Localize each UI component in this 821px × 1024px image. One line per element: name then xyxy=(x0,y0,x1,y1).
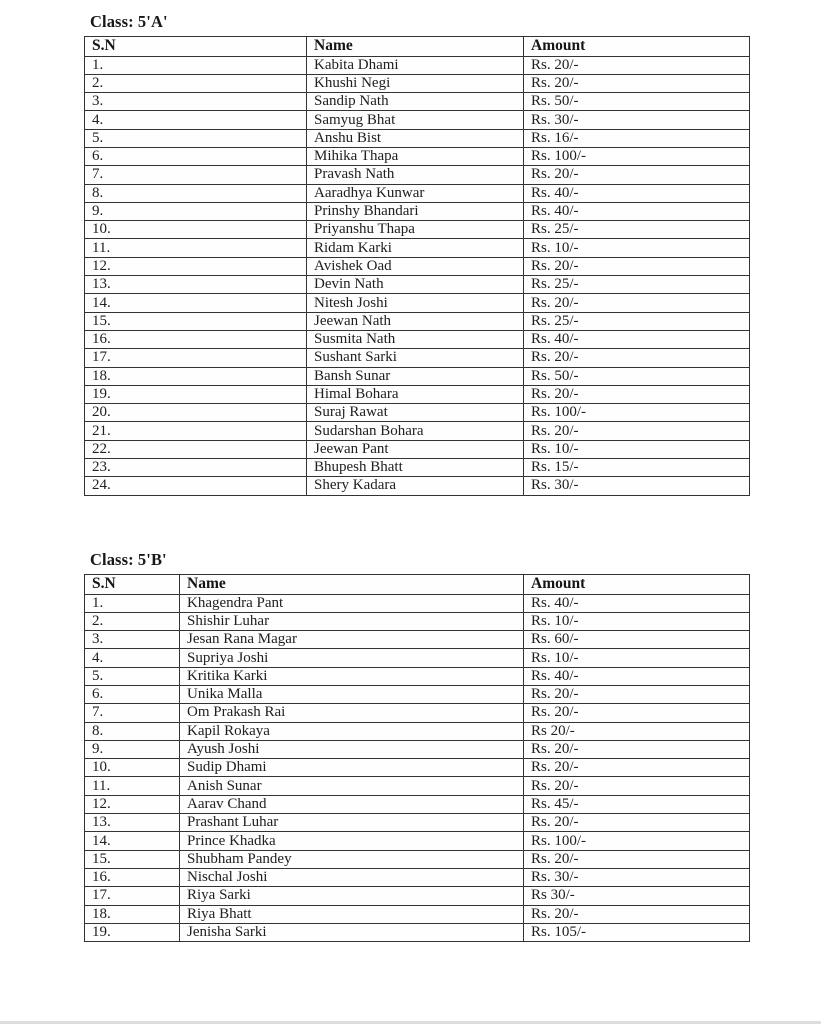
column-header-sn: S.N xyxy=(85,37,307,57)
name-cell: Ridam Karki xyxy=(307,239,524,257)
table-row xyxy=(85,459,750,477)
amount-cell: Rs. 40/- xyxy=(524,594,750,612)
sn-cell: 13. xyxy=(85,814,180,832)
table-row xyxy=(85,239,750,257)
amount-cell: Rs. 20/- xyxy=(524,704,750,722)
sn-cell: 6. xyxy=(85,147,307,165)
amount-cell: Rs. 20/- xyxy=(524,385,750,403)
sn-cell: 9. xyxy=(85,202,307,220)
name-cell: Himal Bohara xyxy=(307,385,524,403)
table-row xyxy=(85,722,750,740)
amount-cell: Rs. 20/- xyxy=(524,777,750,795)
name-cell: Suraj Rawat xyxy=(307,404,524,422)
amount-cell: Rs. 50/- xyxy=(524,93,750,111)
sn-cell: 3. xyxy=(85,631,180,649)
table-row xyxy=(85,905,750,923)
amount-cell: Rs. 20/- xyxy=(524,759,750,777)
amount-cell: Rs. 10/- xyxy=(524,649,750,667)
name-cell: Sushant Sarki xyxy=(307,349,524,367)
sn-cell: 7. xyxy=(85,704,180,722)
amount-cell: Rs. 40/- xyxy=(524,330,750,348)
table-row xyxy=(85,685,750,703)
table-row xyxy=(85,832,750,850)
amount-cell: Rs. 20/- xyxy=(524,257,750,275)
table-row xyxy=(85,202,750,220)
sn-cell: 8. xyxy=(85,184,307,202)
name-cell: Avishek Oad xyxy=(307,257,524,275)
name-cell: Kabita Dhami xyxy=(307,56,524,74)
sn-cell: 14. xyxy=(85,832,180,850)
amount-cell: Rs. 10/- xyxy=(524,440,750,458)
column-header-name: Name xyxy=(307,37,524,57)
table-row xyxy=(85,312,750,330)
sn-cell: 11. xyxy=(85,777,180,795)
name-cell: Ayush Joshi xyxy=(180,740,524,758)
sn-cell: 19. xyxy=(85,385,307,403)
amount-cell: Rs. 20/- xyxy=(524,685,750,703)
amount-cell: Rs 20/- xyxy=(524,722,750,740)
column-header-name: Name xyxy=(180,575,524,595)
name-cell: Supriya Joshi xyxy=(180,649,524,667)
sn-cell: 10. xyxy=(85,221,307,239)
sn-cell: 1. xyxy=(85,594,180,612)
sn-cell: 9. xyxy=(85,740,180,758)
amount-cell: Rs. 20/- xyxy=(524,349,750,367)
amount-cell: Rs. 40/- xyxy=(524,184,750,202)
class-5a-title: Class: 5'A' xyxy=(90,12,168,31)
table-row xyxy=(85,166,750,184)
table-row xyxy=(85,923,750,941)
amount-cell: Rs. 105/- xyxy=(524,923,750,941)
sn-cell: 14. xyxy=(85,294,307,312)
amount-cell: Rs. 30/- xyxy=(524,477,750,495)
sn-cell: 21. xyxy=(85,422,307,440)
table-row xyxy=(85,704,750,722)
name-cell: Nischal Joshi xyxy=(180,868,524,886)
name-cell: Bansh Sunar xyxy=(307,367,524,385)
amount-cell: Rs. 40/- xyxy=(524,202,750,220)
name-cell: Priyanshu Thapa xyxy=(307,221,524,239)
sn-cell: 16. xyxy=(85,330,307,348)
column-header-sn: S.N xyxy=(85,575,180,595)
amount-cell: Rs. 60/- xyxy=(524,631,750,649)
table-row xyxy=(85,422,750,440)
table-row xyxy=(85,612,750,630)
amount-cell: Rs. 16/- xyxy=(524,129,750,147)
table-row xyxy=(85,111,750,129)
amount-cell: Rs. 20/- xyxy=(524,56,750,74)
table-row xyxy=(85,477,750,495)
name-cell: Riya Sarki xyxy=(180,887,524,905)
sn-cell: 2. xyxy=(85,612,180,630)
name-cell: Khagendra Pant xyxy=(180,594,524,612)
name-cell: Devin Nath xyxy=(307,276,524,294)
table-row xyxy=(85,795,750,813)
sn-cell: 18. xyxy=(85,367,307,385)
amount-cell: Rs. 100/- xyxy=(524,404,750,422)
table-row xyxy=(85,56,750,74)
sn-cell: 18. xyxy=(85,905,180,923)
name-cell: Susmita Nath xyxy=(307,330,524,348)
amount-cell: Rs. 30/- xyxy=(524,111,750,129)
amount-cell: Rs. 10/- xyxy=(524,239,750,257)
table-row xyxy=(85,814,750,832)
name-cell: Sudarshan Bohara xyxy=(307,422,524,440)
table-row xyxy=(85,594,750,612)
table-row xyxy=(85,385,750,403)
class-5b-table xyxy=(84,574,750,942)
sn-cell: 10. xyxy=(85,759,180,777)
amount-cell: Rs. 20/- xyxy=(524,850,750,868)
name-cell: Sudip Dhami xyxy=(180,759,524,777)
name-cell: Sandip Nath xyxy=(307,93,524,111)
sn-cell: 15. xyxy=(85,312,307,330)
name-cell: Khushi Negi xyxy=(307,74,524,92)
sn-cell: 7. xyxy=(85,166,307,184)
sn-cell: 2. xyxy=(85,74,307,92)
amount-cell: Rs. 45/- xyxy=(524,795,750,813)
table-row xyxy=(85,74,750,92)
amount-cell: Rs. 20/- xyxy=(524,74,750,92)
amount-cell: Rs. 25/- xyxy=(524,312,750,330)
sn-cell: 16. xyxy=(85,868,180,886)
table-row xyxy=(85,740,750,758)
column-header-amount: Amount xyxy=(524,37,750,57)
amount-cell: Rs. 40/- xyxy=(524,667,750,685)
sn-cell: 17. xyxy=(85,349,307,367)
name-cell: Prince Khadka xyxy=(180,832,524,850)
name-cell: Om Prakash Rai xyxy=(180,704,524,722)
sn-cell: 22. xyxy=(85,440,307,458)
sn-cell: 11. xyxy=(85,239,307,257)
table-row xyxy=(85,850,750,868)
amount-cell: Rs. 50/- xyxy=(524,367,750,385)
name-cell: Anshu Bist xyxy=(307,129,524,147)
table-row xyxy=(85,649,750,667)
table-row xyxy=(85,777,750,795)
name-cell: Prinshy Bhandari xyxy=(307,202,524,220)
name-cell: Anish Sunar xyxy=(180,777,524,795)
table-row xyxy=(85,294,750,312)
header-row xyxy=(85,37,750,57)
amount-cell: Rs. 20/- xyxy=(524,905,750,923)
name-cell: Kapil Rokaya xyxy=(180,722,524,740)
amount-cell: Rs. 10/- xyxy=(524,612,750,630)
sn-cell: 12. xyxy=(85,795,180,813)
amount-cell: Rs. 20/- xyxy=(524,294,750,312)
sn-cell: 3. xyxy=(85,93,307,111)
table-row xyxy=(85,221,750,239)
sn-cell: 6. xyxy=(85,685,180,703)
table-row xyxy=(85,367,750,385)
table-row xyxy=(85,868,750,886)
name-cell: Riya Bhatt xyxy=(180,905,524,923)
amount-cell: Rs. 25/- xyxy=(524,276,750,294)
name-cell: Prashant Luhar xyxy=(180,814,524,832)
table-row xyxy=(85,93,750,111)
sn-cell: 4. xyxy=(85,649,180,667)
table-row xyxy=(85,631,750,649)
sn-cell: 13. xyxy=(85,276,307,294)
amount-cell: Rs. 20/- xyxy=(524,166,750,184)
amount-cell: Rs. 20/- xyxy=(524,814,750,832)
class-5a-table xyxy=(84,36,750,496)
sn-cell: 23. xyxy=(85,459,307,477)
table-row xyxy=(85,330,750,348)
name-cell: Aaradhya Kunwar xyxy=(307,184,524,202)
name-cell: Shishir Luhar xyxy=(180,612,524,630)
class-5a-section xyxy=(84,12,749,496)
sn-cell: 17. xyxy=(85,887,180,905)
name-cell: Mihika Thapa xyxy=(307,147,524,165)
table-row xyxy=(85,759,750,777)
name-cell: Jeewan Pant xyxy=(307,440,524,458)
amount-cell: Rs. 100/- xyxy=(524,832,750,850)
column-header-amount: Amount xyxy=(524,575,750,595)
sn-cell: 5. xyxy=(85,129,307,147)
sn-cell: 24. xyxy=(85,477,307,495)
table-row xyxy=(85,667,750,685)
name-cell: Samyug Bhat xyxy=(307,111,524,129)
table-row xyxy=(85,276,750,294)
name-cell: Jeewan Nath xyxy=(307,312,524,330)
name-cell: Kritika Karki xyxy=(180,667,524,685)
name-cell: Bhupesh Bhatt xyxy=(307,459,524,477)
amount-cell: Rs. 15/- xyxy=(524,459,750,477)
name-cell: Unika Malla xyxy=(180,685,524,703)
sn-cell: 5. xyxy=(85,667,180,685)
table-row xyxy=(85,440,750,458)
sn-cell: 8. xyxy=(85,722,180,740)
amount-cell: Rs. 30/- xyxy=(524,868,750,886)
table-row xyxy=(85,404,750,422)
sn-cell: 4. xyxy=(85,111,307,129)
table-row xyxy=(85,349,750,367)
name-cell: Aarav Chand xyxy=(180,795,524,813)
name-cell: Nitesh Joshi xyxy=(307,294,524,312)
table-row xyxy=(85,147,750,165)
name-cell: Jesan Rana Magar xyxy=(180,631,524,649)
amount-cell: Rs. 20/- xyxy=(524,740,750,758)
amount-cell: Rs. 25/- xyxy=(524,221,750,239)
sn-cell: 15. xyxy=(85,850,180,868)
name-cell: Shery Kadara xyxy=(307,477,524,495)
class-5b-section xyxy=(84,550,749,942)
class-5b-title: Class: 5'B' xyxy=(90,550,167,569)
table-row xyxy=(85,184,750,202)
header-row xyxy=(85,575,750,595)
amount-cell: Rs. 20/- xyxy=(524,422,750,440)
amount-cell: Rs. 100/- xyxy=(524,147,750,165)
name-cell: Pravash Nath xyxy=(307,166,524,184)
table-row xyxy=(85,257,750,275)
table-row xyxy=(85,887,750,905)
table-row xyxy=(85,129,750,147)
sn-cell: 12. xyxy=(85,257,307,275)
sn-cell: 1. xyxy=(85,56,307,74)
sn-cell: 19. xyxy=(85,923,180,941)
name-cell: Shubham Pandey xyxy=(180,850,524,868)
name-cell: Jenisha Sarki xyxy=(180,923,524,941)
sn-cell: 20. xyxy=(85,404,307,422)
amount-cell: Rs 30/- xyxy=(524,887,750,905)
